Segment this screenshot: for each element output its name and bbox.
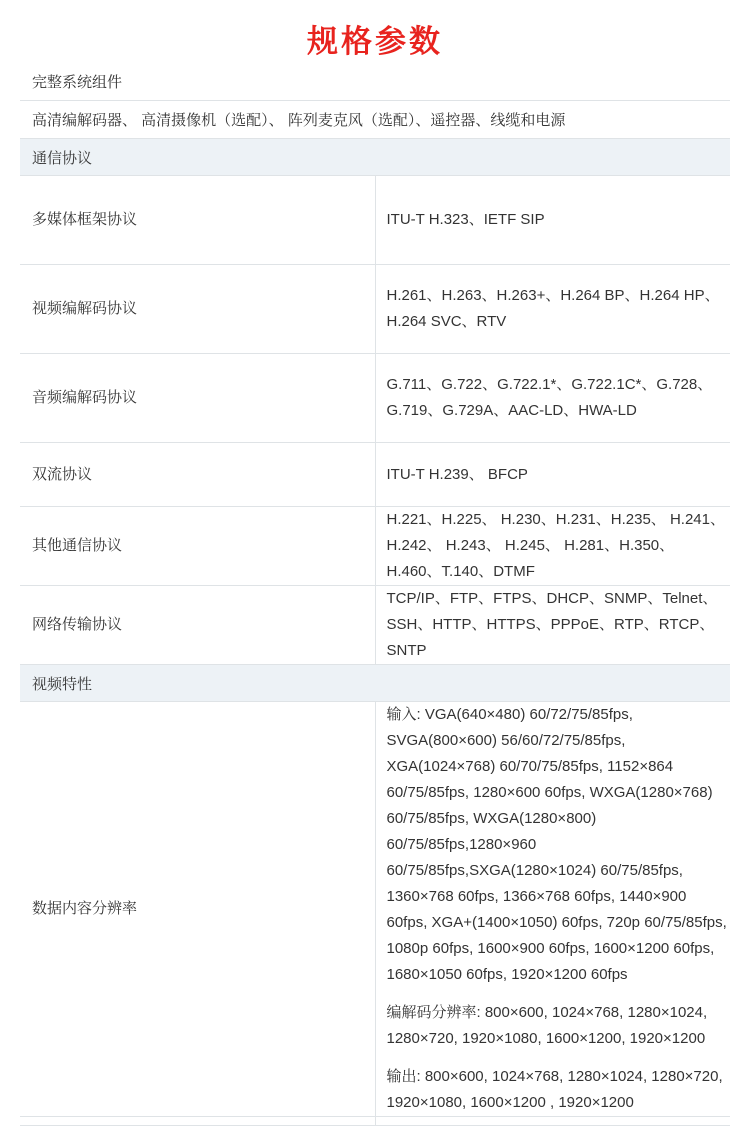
spec-key: 网络传输协议 xyxy=(20,586,375,665)
spec-table xyxy=(20,63,730,1126)
spec-value: TCP/IP、FTP、FTPS、DHCP、SNMP、Telnet、SSH、HTTP、HTTPS、PPPoE、RTP、RTCP、SNTP xyxy=(375,586,730,665)
spec-value: ITU-T H.239、 BFCP xyxy=(375,443,730,507)
table-tail xyxy=(20,1117,730,1126)
spec-key: 视频编解码协议 xyxy=(20,265,375,354)
spec-row-dual-stream xyxy=(20,443,730,507)
spec-key: 多媒体框架协议 xyxy=(20,176,375,265)
spec-row-network xyxy=(20,586,730,665)
system-heading: 完整系统组件 xyxy=(20,63,730,101)
resolution-output: 输出: 800×600, 1024×768, 1280×1024, 1280×720, 1920×1080, 1600×1200 , 1920×1200 xyxy=(386,1068,723,1111)
spec-value: G.711、G.722、G.722.1*、G.722.1C*、G.728、G.719、G.729A、AAC-LD、HWA-LD xyxy=(375,354,730,443)
system-heading-row xyxy=(20,63,730,101)
resolution-codec: 编解码分辨率: 800×600, 1024×768, 1280×1024, 1280×720, 1920×1080, 1600×1200, 1920×1200 xyxy=(386,1004,708,1047)
spec-value: ITU-T H.323、IETF SIP xyxy=(375,176,730,265)
system-content-row xyxy=(20,101,730,139)
spec-key: 其他通信协议 xyxy=(20,507,375,586)
video-section-heading: 视频特性 xyxy=(20,665,730,702)
system-content: 高清编解码器、 高清摄像机（选配）、 阵列麦克风（选配）、遥控器、线缆和电源 xyxy=(20,101,730,139)
spec-row-other-protocols xyxy=(20,507,730,586)
spec-key: 音频编解码协议 xyxy=(20,354,375,443)
spec-value xyxy=(375,702,730,1117)
spec-row-multimedia xyxy=(20,176,730,265)
spec-row-resolution xyxy=(20,702,730,1117)
spec-key: 双流协议 xyxy=(20,443,375,507)
resolution-input: 输入: VGA(640×480) 60/72/75/85fps, SVGA(800×600) 56/60/72/75/85fps, XGA(1024×768) 60/70/75/85fps, 1152×864 60/75/85fps, 1280×600 60fps, WXGA(1280×768) 60/75/85fps, WXGA(1280×800) 60/75/85fps,1280×960 60/75/85fps,SXGA(1280×1024) 60/75/85fps, 1360×768 60fps, 1366×768 60fps, 1440×900 60fps, XGA+(1400×1050) 60fps, 720p 60/75/85fps, 1080p 60fps, 1600×900 60fps, 1600×1200 60fps, 1680×1050 60fps, 1920×1200 60fps xyxy=(386,706,727,983)
comm-section-row xyxy=(20,139,730,176)
page-title: 规格参数 xyxy=(307,24,443,60)
comm-section-heading: 通信协议 xyxy=(20,139,730,176)
spec-value: H.221、H.225、 H.230、H.231、H.235、 H.241、 H.242、 H.243、 H.245、 H.281、H.350、 H.460、T.140、DTMF xyxy=(375,507,730,586)
video-section-row xyxy=(20,665,730,702)
spec-row-audio-codec xyxy=(20,354,730,443)
spec-row-video-codec xyxy=(20,265,730,354)
spec-value: H.261、H.263、H.263+、H.264 BP、H.264 HP、H.264 SVC、RTV xyxy=(375,265,730,354)
spec-key: 数据内容分辨率 xyxy=(20,702,375,1117)
